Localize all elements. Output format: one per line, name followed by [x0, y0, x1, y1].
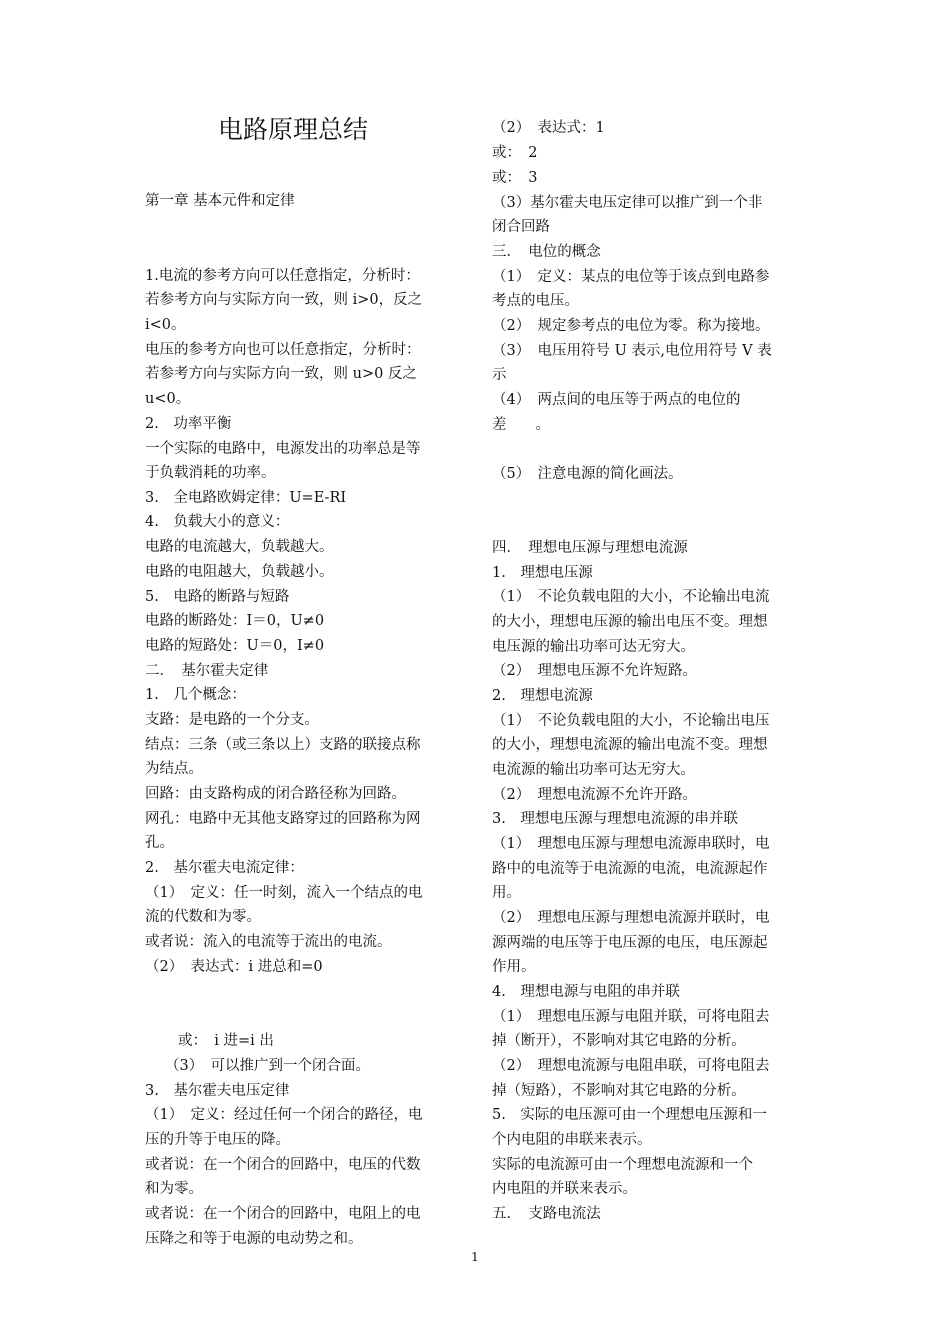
text-line: 电流源的输出功率可达无穷大。 — [492, 762, 695, 778]
text-line: 压的升等于电压的降。 — [145, 1132, 290, 1148]
text-line: 1. 几个概念： — [145, 687, 246, 703]
text-line: 2. 理想电流源 — [492, 688, 593, 704]
text-line: 实际的电流源可由一个理想电流源和一个 — [492, 1157, 753, 1173]
text-line: （3）基尔霍夫电压定律可以推广到一个非 — [492, 195, 763, 211]
text-line: 2. 功率平衡 — [145, 416, 232, 432]
text-line: （1） 定义：某点的电位等于该点到电路参 — [492, 269, 770, 285]
text-line: 电路的断路处：I＝0，U≠0 — [145, 613, 325, 629]
text-line: 于负载消耗的功率。 — [145, 465, 276, 481]
text-line: 回路：由支路构成的闭合路径称为回路。 — [145, 786, 406, 802]
text-line: （2） 理想电流源不允许开路。 — [492, 787, 697, 803]
text-line: 5. 实际的电压源可由一个理想电压源和一 — [492, 1107, 767, 1123]
text-line: 三． 电位的概念 — [492, 244, 601, 260]
text-line: 或： 3 — [492, 170, 538, 186]
text-line: 或者说：流入的电流等于流出的电流。 — [145, 934, 392, 950]
text-line: 作用。 — [492, 959, 536, 975]
text-line: 的大小，理想电压源的输出电压不变。理想 — [492, 614, 768, 630]
text-line: 用。 — [492, 885, 521, 901]
text-line: 或者说：在一个闭合的回路中，电阻上的电 — [145, 1206, 421, 1222]
text-line: （3） 可以推广到一个闭合面。 — [165, 1058, 370, 1074]
text-line: （2） 理想电压源不允许短路。 — [492, 663, 697, 679]
text-line: 电路的电流越大，负载越大。 — [145, 539, 334, 555]
page-number: 1 — [471, 1250, 479, 1264]
text-line: 压降之和等于电源的电动势之和。 — [145, 1231, 363, 1247]
text-line: （2） 表达式：1 — [492, 120, 605, 136]
text-line: 四． 理想电压源与理想电流源 — [492, 540, 688, 556]
text-line: 掉（断开），不影响对其它电路的分析。 — [492, 1033, 746, 1049]
text-line: 3. 全电路欧姆定律：U=E-RI — [145, 490, 347, 506]
text-line: 若参考方向与实际方向一致，则 u>0 反之 — [145, 366, 417, 382]
text-line: 考点的电压。 — [492, 293, 579, 309]
text-line: 孔。 — [145, 835, 174, 851]
text-line: 一个实际的电路中，电源发出的功率总是等 — [145, 441, 421, 457]
text-line: 3. 理想电压源与理想电流源的串并联 — [492, 811, 738, 827]
text-line: 流的代数和为零。 — [145, 909, 261, 925]
text-line: 掉（短路），不影响对其它电路的分析。 — [492, 1083, 746, 1099]
text-line: 1. 理想电压源 — [492, 565, 593, 581]
text-line: （1） 定义：经过任何一个闭合的路径，电 — [145, 1107, 423, 1123]
text-line: 电路的电阻越大，负载越小。 — [145, 564, 334, 580]
text-line: （1） 不论负载电阻的大小，不论输出电压 — [492, 713, 770, 729]
text-line: 差 。 — [492, 417, 550, 433]
text-line: 为结点。 — [145, 761, 203, 777]
text-line: （1） 理想电压源与理想电流源串联时，电 — [492, 836, 770, 852]
text-line: 1.电流的参考方向可以任意指定，分析时： — [145, 268, 420, 284]
text-line: 4. 理想电源与电阻的串并联 — [492, 984, 680, 1000]
text-line: （2） 规定参考点的电位为零。称为接地。 — [492, 318, 770, 334]
text-line: 五． 支路电流法 — [492, 1206, 601, 1222]
text-line: 2. 基尔霍夫电流定律： — [145, 860, 304, 876]
text-line: （1） 不论负载电阻的大小，不论输出电流 — [492, 589, 770, 605]
text-line: 电压的参考方向也可以任意指定，分析时： — [145, 342, 421, 358]
text-line: （2） 表达式：i 进总和=0 — [145, 959, 323, 975]
text-line: 二． 基尔霍夫定律 — [145, 663, 269, 679]
text-line: 或者说：在一个闭合的回路中，电压的代数 — [145, 1157, 421, 1173]
text-line: 网孔：电路中无其他支路穿过的回路称为网 — [145, 811, 421, 827]
text-line: 电压源的输出功率可达无穷大。 — [492, 639, 695, 655]
text-line: 示 — [492, 367, 507, 383]
text-line: 个内电阻的串联来表示。 — [492, 1132, 652, 1148]
text-line: 电路的短路处：U＝0，I≠0 — [145, 638, 325, 654]
text-line: 第一章 基本元件和定律 — [145, 193, 295, 209]
text-line: 4. 负载大小的意义： — [145, 514, 290, 530]
text-line: （2） 理想电流源与电阻串联，可将电阻去 — [492, 1058, 770, 1074]
text-line: u<0。 — [145, 391, 191, 407]
text-line: 源两端的电压等于电压源的电压，电压源起 — [492, 935, 768, 951]
text-line: 和为零。 — [145, 1181, 203, 1197]
text-line: 结点：三条（或三条以上）支路的联接点称 — [145, 737, 421, 753]
text-line: （5） 注意电源的简化画法。 — [492, 466, 683, 482]
text-line: 若参考方向与实际方向一致，则 i>0，反之 — [145, 292, 423, 308]
text-line: 的大小，理想电流源的输出电流不变。理想 — [492, 737, 768, 753]
text-line: 5. 电路的断路与短路 — [145, 589, 290, 605]
text-line: （4） 两点间的电压等于两点的电位的 — [492, 392, 741, 408]
document-title: 电路原理总结 — [218, 115, 369, 144]
text-line: 或： i 进=i 出 — [178, 1033, 274, 1049]
text-line: 或： 2 — [492, 145, 538, 161]
text-line: 路中的电流等于电流源的电流，电流源起作 — [492, 861, 768, 877]
text-line: 3. 基尔霍夫电压定律 — [145, 1083, 290, 1099]
text-line: （3） 电压用符号 U 表示,电位用符号 V 表 — [492, 343, 772, 359]
text-line: （1） 理想电压源与电阻并联，可将电阻去 — [492, 1009, 770, 1025]
text-line: 闭合回路 — [492, 219, 550, 235]
text-line: （1） 定义：任一时刻，流入一个结点的电 — [145, 885, 423, 901]
text-line: 内电阻的并联来表示。 — [492, 1181, 637, 1197]
text-line: i<0。 — [145, 317, 186, 333]
text-line: （2） 理想电压源与理想电流源并联时，电 — [492, 910, 770, 926]
text-line: 支路：是电路的一个分支。 — [145, 712, 319, 728]
